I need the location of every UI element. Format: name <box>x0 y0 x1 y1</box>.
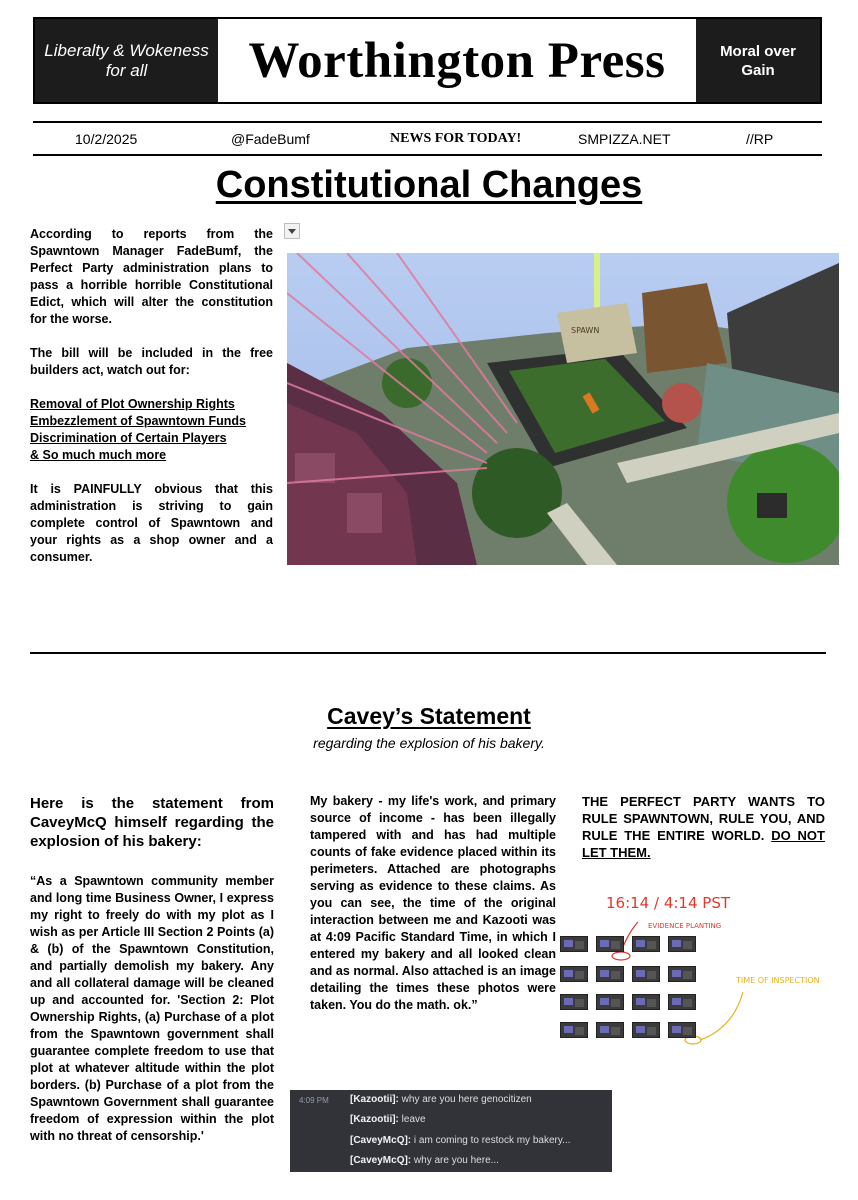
evidence-thumbnail <box>596 994 624 1010</box>
chat-timestamp: 4:09 PM <box>299 1096 329 1105</box>
info-bar <box>33 124 822 154</box>
minecraft-town-image <box>287 253 839 565</box>
evidence-thumbnail <box>668 994 696 1010</box>
author-handle: @FadeBumf <box>231 131 310 147</box>
masthead-right-slogan: Moral over Gain <box>696 19 820 102</box>
list-item: & So much much more <box>30 448 167 462</box>
article1-paragraph-3: It is PAINFULLY obvious that this administration is striving to gain complete control of Spawntown and your rights as a shop owner and a consumer. <box>30 482 273 564</box>
article1-paragraph-2: The bill will be included in the free builders act, watch out for: <box>30 346 273 377</box>
chat-username: [Kazootii]: <box>350 1114 399 1125</box>
chat-message <box>350 1090 532 1110</box>
evidence-thumbnail <box>596 1022 624 1038</box>
chat-screenshot <box>290 1090 612 1172</box>
chat-text: why are you here... <box>411 1155 499 1166</box>
chat-text: leave <box>398 1114 426 1125</box>
handwritten-evidence-label: EVIDENCE PLANTING <box>648 922 722 930</box>
issue-date: 10/2/2025 <box>75 131 138 147</box>
evidence-thumbnail <box>632 994 660 1010</box>
evidence-thumbnail <box>560 994 588 1010</box>
chat-username: [Kazootii]: <box>350 1094 399 1105</box>
evidence-thumbnail <box>560 936 588 952</box>
newspaper-title: Worthington Press <box>248 32 666 89</box>
headline-constitutional-changes: Constitutional Changes <box>215 164 643 206</box>
evidence-thumbnail <box>632 1022 660 1038</box>
subheadline: regarding the explosion of his bakery. <box>313 735 545 751</box>
list-item: Removal of Plot Ownership Rights <box>30 397 235 411</box>
evidence-thumbnail <box>632 966 660 982</box>
chat-message <box>350 1110 426 1130</box>
handwritten-time-note: 16:14 / 4:14 PST <box>606 894 730 912</box>
masthead-left-slogan: Liberalty & Wokeness for all <box>35 19 218 102</box>
chat-message <box>350 1151 499 1171</box>
image-options-dropdown[interactable] <box>284 223 300 239</box>
masthead <box>33 17 822 104</box>
list-item: Embezzlement of Spawntown Funds <box>30 414 246 428</box>
svg-text:SPAWN: SPAWN <box>571 326 600 335</box>
chat-message <box>350 1131 570 1151</box>
list-item: Discrimination of Certain Players <box>30 431 227 445</box>
evidence-thumbnail <box>560 1022 588 1038</box>
article1-text <box>30 226 273 583</box>
chat-username: [CaveyMcQ]: <box>350 1135 412 1146</box>
top-rule <box>33 121 822 123</box>
article1-paragraph-1: According to reports from the Spawntown Manager FadeBumf, the Perfect Party administration plans to pass a horrible horrible Constitutional Edict, which will alter the constitution for the worse. <box>30 227 273 326</box>
handwritten-inspection-label: TIME OF INSPECTION <box>736 976 820 985</box>
warning-underlined: DO NOT LET THEM. <box>582 828 825 860</box>
statement-lead: Here is the statement from CaveyMcQ himself regarding the explosion of his bakery: <box>30 795 274 850</box>
site-name: SMPIZZA.NET <box>578 131 671 147</box>
chat-username: [CaveyMcQ]: <box>350 1155 412 1166</box>
evidence-thumbnail <box>596 966 624 982</box>
evidence-thumbnail <box>668 936 696 952</box>
evidence-thumbnail <box>596 936 624 952</box>
warning-plain: THE PERFECT PARTY WANTS TO RULE SPAWNTOWN, RULE YOU, AND RULE THE ENTIRE WORLD. <box>582 794 825 843</box>
evidence-thumbnail <box>632 936 660 952</box>
bottom-rule <box>33 154 822 156</box>
evidence-thumbnail <box>668 1022 696 1038</box>
news-banner: NEWS FOR TODAY! <box>390 131 522 146</box>
section-divider <box>30 652 826 654</box>
evidence-thumbnail <box>560 966 588 982</box>
evidence-timestamps-image <box>558 888 848 1060</box>
statement-quote-part-1: “As a Spawntown community member and long time Business Owner, I express my right to freely do with my plot as I wish as per Article III Section 2 Points (a) & (b) of the Spawntown Constitution, and partially demolish my bakery. Any and all collateral damage will be cleaned up and accounted for. 'Section 2: Plot Ownership Rights, (a) Purchase of a plot from the Spawntown government shall guarantee complete freedom to use that plot at whatever altitude within the plot borders. (b) Purchase of a plot from the Spawntown Government shall guarantee freedom of expression within the plot with no threat of censorship.' <box>30 874 274 1143</box>
rp-tag: //RP <box>746 131 774 147</box>
statement-quote-part-2: My bakery - my life's work, and primary source of income - has been illegally tampered with and has had multiple counts of fake evidence placed within its perimeters. Attached are photographs serving as evidence to these claims. As you can see, the time of the original interaction between me and Kazooti was at 4:09 Pacific Standard Time, in which I entered my bakery and all looked clean and as normal. Also attached is an image detailing the times these photos were taken. You do the math. ok.” <box>310 794 556 1012</box>
evidence-thumbnail <box>668 966 696 982</box>
chat-text: why are you here genocitizen <box>398 1094 532 1105</box>
article1-list <box>30 396 273 464</box>
chat-text: i am coming to restock my bakery... <box>411 1135 571 1146</box>
warning-text <box>582 793 825 861</box>
headline-caveys-statement: Cavey’s Statement <box>327 703 531 729</box>
